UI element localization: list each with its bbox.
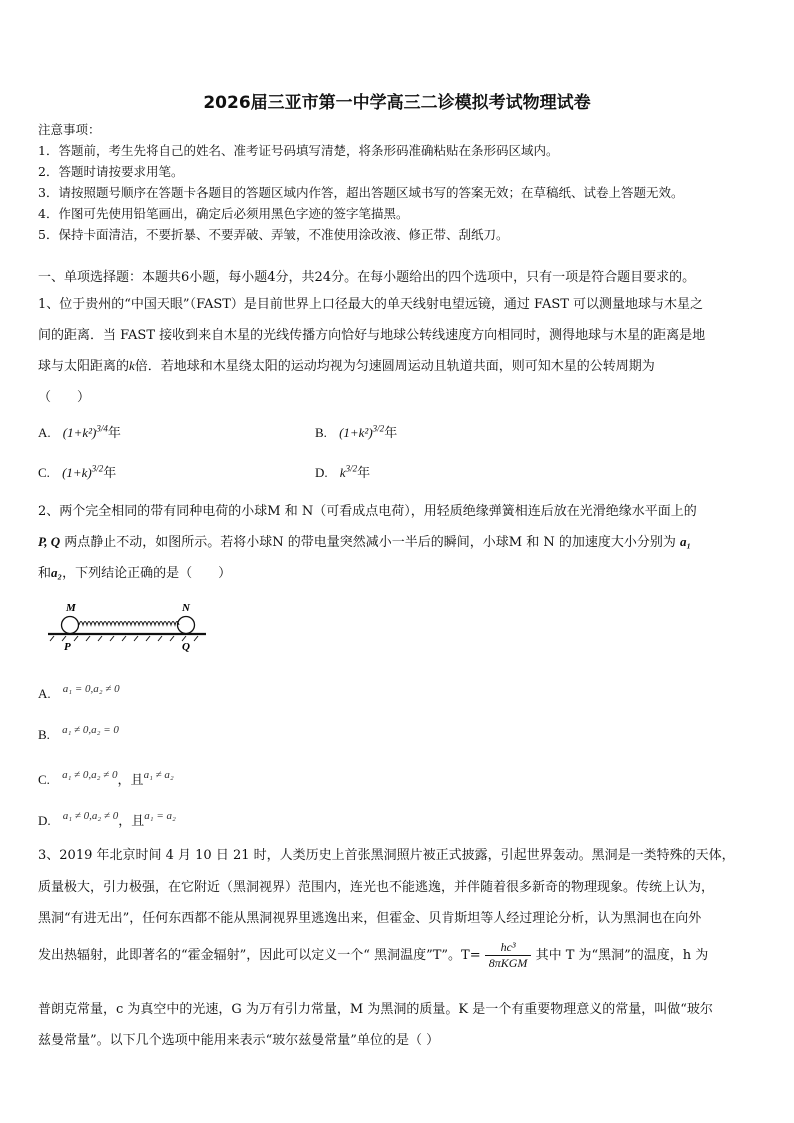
- q1-option-a[interactable]: A. $(1+k^2)^{3/4}$年: [38, 423, 121, 441]
- section-heading: 一、单项选择题：本题共6小题，每小题4分，共24分。在每小题给出的四个选项中，只有一项是符合题目要求的。: [38, 270, 696, 285]
- q2-text: P, Q 两点静止不动，如图所示。若将小球N 的带电量突然减小一半后的瞬间，小球M 和 N 的加速度大小分别为 a₁: [38, 534, 692, 550]
- q2-option-a[interactable]: A. a₁ = 0,a₂ ≠ 0: [38, 683, 120, 701]
- label-m: M: [66, 602, 76, 614]
- notice-item: 4．作图可先使用铅笔画出，确定后必须用黑色字迹的签字笔描黑。: [38, 206, 409, 221]
- notice-item: 3．请按照题号顺序在答题卡各题目的答题区域内作答，超出答题区域书写的答案无效；在草稿纸、试卷上答题无效。: [38, 185, 684, 200]
- q2-option-d[interactable]: D. a₁ ≠ 0,a₂ ≠ 0，且a₁ = a₂: [38, 810, 176, 829]
- notice-heading: 注意事项：: [38, 122, 101, 137]
- q1-paren: （ ）: [38, 390, 91, 405]
- temperature-formula: $\frac{\text{hc³}}{\text{8πKGM}}$: [485, 940, 532, 971]
- notice-item: 5．保持卡面清洁，不要折暴、不要弄破、弄皱，不准使用涂改液、修正带、刮纸刀。: [38, 227, 509, 242]
- q3-text: 发出热辐射，此即著名的“霍金辐射”，因此可以定义一个“ 黑洞温度”T”。T= $\frac{\text{hc³}}{\text{8πKGM}}$ 其中 T 为“黑洞”的温度，h 为: [38, 940, 709, 970]
- q1-text: 间的距离．当 FAST 接收到来自木星的光线传播方向恰好与地球公转线速度方向相同时，测得地球与木星的距离是地: [38, 328, 706, 343]
- q2-text: 和a₂，下列结论正确的是（ ）: [38, 565, 232, 581]
- notice-item: 2．答题时请按要求用笔。: [38, 164, 184, 179]
- label-q: Q: [182, 641, 190, 653]
- label-p: P: [64, 641, 71, 653]
- label-n: N: [182, 602, 190, 614]
- q1-text: 球与太阳距离的k倍．若地球和木星绕太阳的运动均视为匀速圆周运动且轨道共面，则可知木星的公转周期为: [38, 358, 655, 374]
- q1-text: 1、位于贵州的“中国天眼”（FAST）是目前世界上口径最大的单天线射电望远镜，通过 FAST 可以测量地球与木星之: [38, 297, 704, 312]
- q3-text: 质量极大，引力极强，在它附近（黑洞视界）范围内，连光也不能逃逸，并伴随着很多新奇的物理现象。传统上认为，: [38, 880, 715, 895]
- ball-m: [62, 617, 79, 634]
- ball-n: [178, 617, 195, 634]
- notice-item: 1．答题前，考生先将自己的姓名、准考证号码填写清楚，将条形码准确粘贴在条形码区域内。: [38, 143, 559, 158]
- page-title: 2026届三亚市第一中学高三二诊模拟考试物理试卷: [203, 93, 591, 113]
- q2-option-b[interactable]: B. a₁ ≠ 0,a₂ = 0: [38, 724, 119, 742]
- q3-text: 兹曼常量”。以下几个选项中能用来表示“玻尔兹曼常量”单位的是（ ）: [38, 1033, 440, 1048]
- spring: [79, 622, 179, 626]
- q3-text: 普朗克常量，c 为真空中的光速，G 为万有引力常量，M 为黑洞的质量。K 是一个有重要物理意义的常量，叫做“玻尔: [38, 1002, 713, 1017]
- spring-figure: [44, 596, 214, 654]
- q3-text: 3、2019 年北京时间 4 月 10 日 21 时，人类历史上首张黑洞照片被正式披露，引起世界轰动。黑洞是一类特殊的天体，: [38, 848, 735, 863]
- q3-text: 黑洞“有进无出”，任何东西都不能从黑洞视界里逃逸出来，但霍金、贝肯斯坦等人经过理论分析，认为黑洞也在向外: [38, 911, 702, 926]
- q1-option-b[interactable]: B. $(1+k^2)^{3/2}$年: [315, 423, 398, 441]
- q1-option-d[interactable]: D. $k^{3/2}$年: [315, 463, 371, 481]
- q1-option-c[interactable]: C. $(1+k)^{3/2}$年: [38, 463, 117, 481]
- q2-option-c[interactable]: C. a₁ ≠ 0,a₂ ≠ 0，且a₁ ≠ a₂: [38, 769, 174, 788]
- q2-text: 2、两个完全相同的带有同种电荷的小球M 和 N（可看成点电荷），用轻质绝缘弹簧相连后放在光滑绝缘水平面上的: [38, 504, 697, 519]
